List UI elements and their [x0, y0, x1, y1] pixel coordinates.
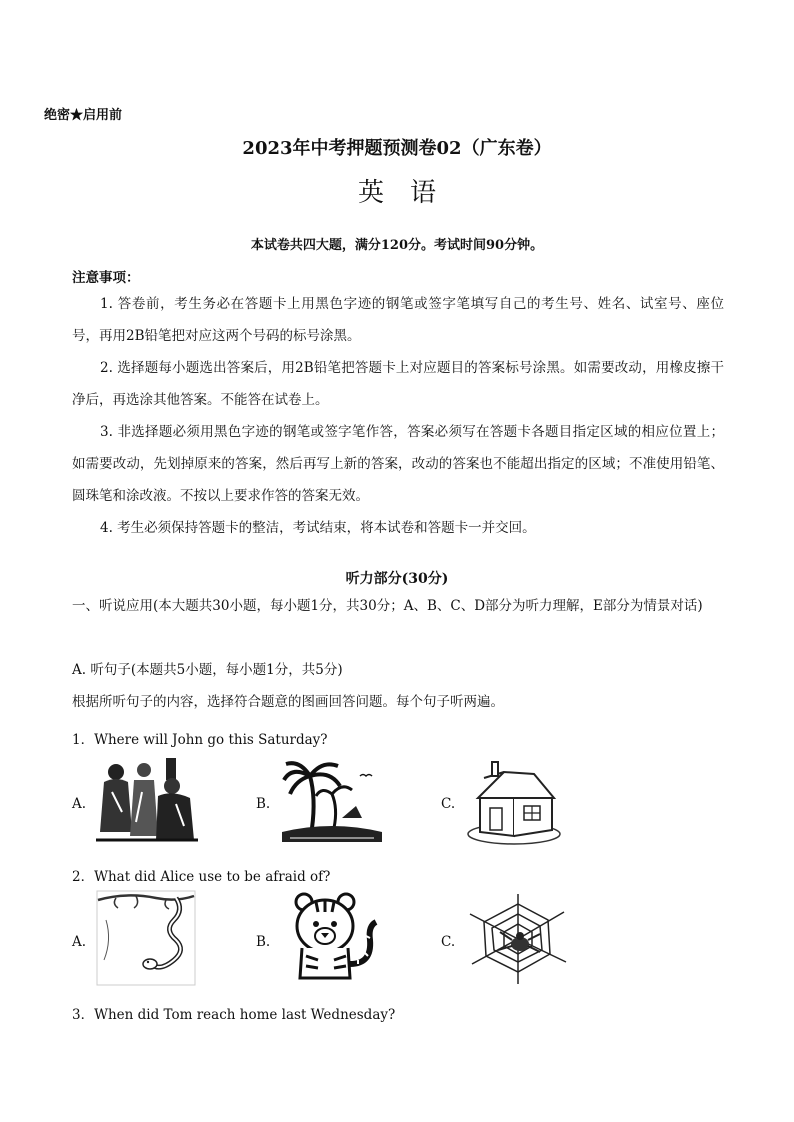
question-text: When did Tom reach home last Wednesday? [94, 1007, 396, 1023]
question-1 [72, 728, 328, 748]
q1-option-a-label: A. [72, 796, 87, 812]
question-number: 3． [72, 1007, 95, 1023]
q2-option-b-label: B. [256, 934, 271, 950]
house-icon [464, 758, 564, 846]
q2-option-c-label: C. [441, 934, 456, 950]
snake-icon [96, 890, 196, 986]
q1-option-b-label: B. [256, 796, 271, 812]
question-number: 1． [72, 732, 95, 748]
secret-mark: 绝密★启用前 [44, 108, 123, 123]
notice-item-3: 3. 非选择题必须用黑色字迹的钢笔或签字笔作答，答案必须写在答题卡各题目指定区域的相应位置上；如需要改动，先划掉原来的答案，然后再写上新的答案，改动的答案也不能超出指定的区域；不准使用铅笔、圆珠笔和涂改液。不按以上要求作答的答案无效。 [72, 424, 724, 504]
exam-title: 2023年中考押题预测卷02（广东卷） [242, 138, 552, 159]
question-3 [72, 1003, 395, 1023]
q1-option-c-label: C. [441, 796, 456, 812]
spider-web-icon [468, 892, 568, 986]
question-number: 2． [72, 869, 95, 885]
question-2 [72, 865, 330, 885]
part-a-heading: A. 听句子(本题共5小题，每小题1分，共5分) [72, 662, 343, 678]
museum-figures-icon [92, 752, 202, 848]
notice-item-1: 1. 答卷前，考生务必在答题卡上用黑色字迹的钢笔或签字笔填写自己的考生号、姓名、试室号、座位号，再用2B铅笔把对应这两个号码的标号涂黑。 [72, 296, 724, 344]
notice-heading: 注意事项： [72, 270, 140, 286]
exam-summary: 本试卷共四大题，满分120分。考试时间90分钟。 [250, 238, 544, 253]
subject-title: 英语 [357, 178, 462, 208]
notice-item-4: 4. 考生必须保持答题卡的整洁，考试结束，将本试卷和答题卡一并交回。 [100, 520, 536, 536]
q2-option-a-label: A. [72, 934, 87, 950]
tiger-icon [288, 890, 384, 986]
notice-item-2: 2. 选择题每小题选出答案后，用2B铅笔把答题卡上对应题目的答案标号涂黑。如需要改动，用橡皮擦干净后，再选涂其他答案。不能答在试卷上。 [72, 360, 724, 408]
part-a-instruction: 根据所听句子的内容，选择符合题意的图画回答问题。每个句子听两遍。 [72, 694, 504, 710]
listening-section-title: 听力部分(30分) [345, 571, 449, 587]
question-text: What did Alice use to be afraid of? [94, 869, 331, 885]
part-one-heading: 一、听说应用(本大题共30小题，每小题1分，共30分；A、B、C、D部分为听力理解，E部分为情景对话) [72, 598, 703, 614]
palm-island-icon [282, 758, 382, 842]
question-text: Where will John go this Saturday? [94, 732, 328, 748]
